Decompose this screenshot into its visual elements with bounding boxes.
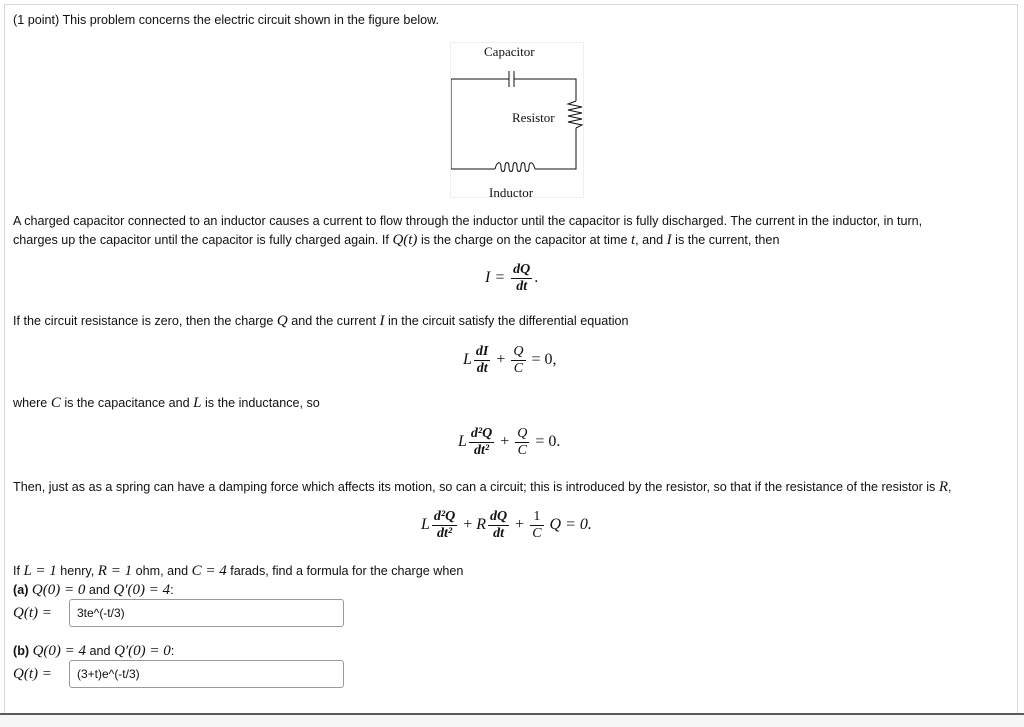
equation-rlc: L $\frac{\text{d²Q}}{\text{dt²}}$ + R $\frac{dQ}{dt}$ + $\frac{1}{C}$ Q = 0. [421, 509, 592, 541]
symbol-t: t [630, 232, 636, 248]
para5: If L = 1 henry, R = 1 ohm, and C = 4 farads, find a formula for the charge when [13, 563, 464, 579]
circuit-figure [450, 42, 584, 198]
circuit-diagram [451, 43, 585, 199]
part-a-conditions: (a) Q(0) = 0 and Q′(0) = 4: [13, 582, 174, 598]
resistor-zigzag [568, 101, 582, 128]
wire-top-right [514, 79, 576, 101]
para2: If the circuit resistance is zero, then the charge Q and the current I in the circuit satisfy the differential equation [13, 313, 629, 329]
part-b-conditions: (b) Q(0) = 4 and Q′(0) = 0: [13, 643, 175, 659]
wire-left [451, 79, 495, 169]
wire-right-bottom [535, 128, 576, 169]
equation-second-order: L $\frac{\text{d²Q}}{\text{dt²}}$ + $\frac{Q}{C}$ = 0. [458, 426, 561, 458]
wire-top-left [451, 79, 509, 81]
para1-line1: A charged capacitor connected to an inductor causes a current to flow through the inductor until the capacitor is fully discharged. The current in the inductor, in turn, [13, 214, 923, 228]
para4: Then, just as as a spring can have a damping force which affects its motion, so can a circuit; this is introduced by the resistor, so that if the resistance of the resistor is R, [13, 479, 952, 495]
resistor-label: Resistor [512, 110, 555, 125]
capacitor-label: Capacitor [484, 44, 535, 59]
para3: where C is the capacitance and L is the inductance, so [13, 395, 320, 411]
part-a-lhs: Q(t) = [13, 605, 52, 621]
part-b-answer-input[interactable]: (3+t)e^(-t/3) [69, 660, 344, 688]
part-a-answer-input[interactable]: 3te^(-t/3) [69, 599, 344, 627]
equation-current: I = $\frac{dQ}{dt}$ . [485, 262, 539, 294]
problem-intro: (1 point) This problem concerns the electric circuit shown in the figure below. [13, 13, 440, 27]
equation-lc: L $\frac{dI}{dt}$ + $\frac{Q}{C}$ = 0, [463, 344, 557, 376]
symbol-Qt: Q(t) [392, 232, 418, 248]
inductor-label: Inductor [489, 185, 534, 200]
part-b-lhs: Q(t) = [13, 666, 52, 682]
inductor-coil [495, 163, 535, 172]
para1-line2: charges up the capacitor until the capacitor is fully charged again. If Q(t) is the charge on the capacitor at time t, and I is the current, then [13, 232, 780, 248]
symbol-I: I [666, 232, 672, 248]
